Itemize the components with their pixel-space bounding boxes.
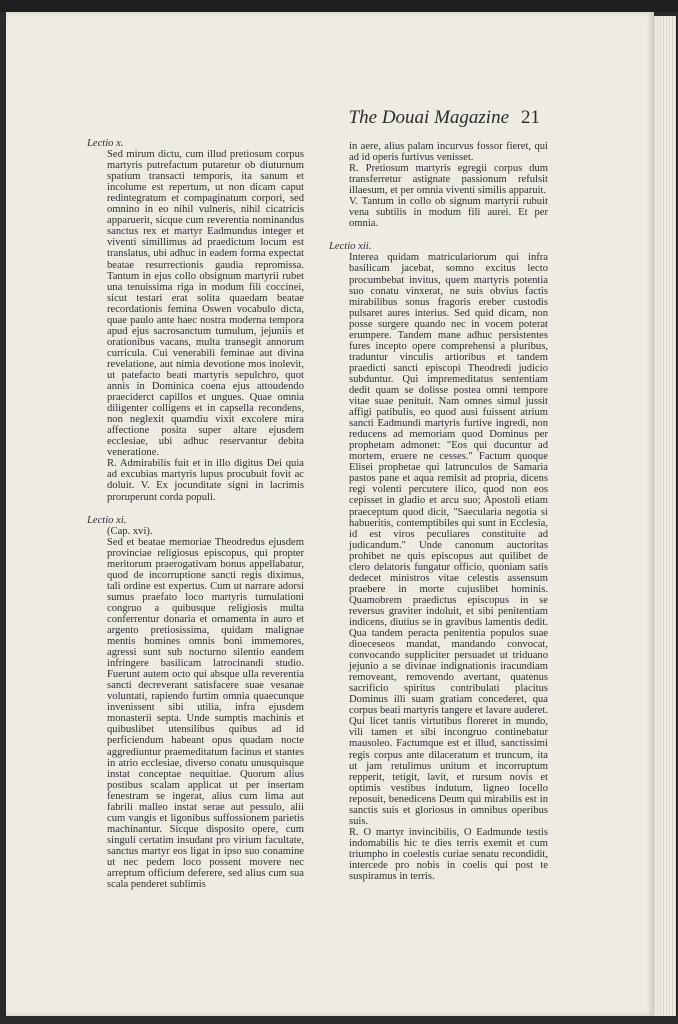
page-stack-edge xyxy=(654,16,676,1016)
lectio-x-heading: Lectio x. xyxy=(87,138,124,149)
lectio-xi-cap: (Cap. xvi). xyxy=(107,525,153,537)
right-column xyxy=(329,141,548,882)
response-2: R. O martyr invincibilis, O Eadmunde testis indomabilis hic te dies terris exemit et cum triumpho in coelestis curiae senatu recondidit, intercede pro nobis in coelis qui post te suspiramus in terris. xyxy=(349,826,548,883)
right-continuation-body xyxy=(349,141,548,229)
lectio-xii-body xyxy=(349,252,548,882)
lectio-xi-body xyxy=(107,526,304,891)
left-column xyxy=(87,138,304,890)
lectio-xii-heading: Lectio xii. xyxy=(329,241,372,253)
running-header xyxy=(349,107,540,129)
response-1: R. Pretiosum martyris egregii corpus dum transferretur astignate passionum refulsit illaesum, et per omnia viventi similis apparuit. xyxy=(349,163,548,197)
lectio-xi-heading: Lectio xi. xyxy=(87,514,127,526)
lectio-x-response: R. Admirabilis fuit et in illo digitus Dei quia ad excubias martyris lupus procubuit fovit ac doluit. V. Ex jocunditate signi in lacrimis proruperunt corda populi. xyxy=(107,458,304,503)
magazine-title: The Douai Magazine xyxy=(348,107,509,128)
lectio-x-text: Sed mirum dictu, cum illud pretiosum corpus martyris putrefactum putaretur ob diuturnum spatium transacti temporis, ita sanum et incolume est repertum, ut non dicam caput redintegratum et compaginatum corpori, sed omnino in eo nihil vulneris, nihil cicatricis apparuerit, sicque cum reverentia nominandus sanctus rex et martyr Eadmundus integer et viventi simillimus ad praedictum locum est translatus, ubi adhuc in eadem forma expectat beatae resurrectionis gaudia repromissa. Tantum in ejus collo obsignum martyrii rubet una tenuissima riga in modum fili coccinei, sicut testari erat solita quaedam beatae recordationis femina Oswen vocabulo dicta, quae paulo ante haec nostra moderna tempora apud ejus sacrosanctum tumulum, jejuniis et orationibus vacans, multa transegit annorum curricula. Cui venerabili feminae aut divina revelatione, aut nimia devotione mos inolevit, ut patefacto beati martyris sepulchro, quot annis in Dominica coena ejus attoudendo praeciderct capillos et ungues. Quae omnia diligenter colligens et in capsella recondens, non neglexit quamdiu vixit excolere mira affectione posita super altare ejusdem ecclesiae, ubi adhuc reservantur debita veneratione. xyxy=(107,149,304,459)
lectio-x-body xyxy=(107,149,304,503)
scan-top-border xyxy=(0,0,678,12)
page-number: 21 xyxy=(521,107,540,128)
lectio-xi-text: Sed et beatae memoriae Theodredus ejusdem provinciae religiosus episcopus, qui propter meritorum praerogativam bonus appellabatur, quod de incorruptione sancti regis diximus, tali ordine est expertus. Cum ut narrare adorsi sumus praefato loco martyris tumulationi congruo a quibusque religiosis multa conferrentur donaria et ornamenta in auro et argento pretiosissima, quidam malignae mentis homines omnis boni immemores, agressi sunt sub nocturno silentio eandem infringere basilicam latrocinandi studio. Fuerunt autem octo qui absque ulla reverentia sancti decreverant satisfacere suae vesanae voluntati, rapiendo furtim omnia quaecunque invenissent sibi utilia, infra ejusdem monasterii septa. Unde sumptis machinis et quibuslibet utensilibus quibus ad id perficiendum habeant opus quadam nocte aggrediuntur praemeditatum facinus et stantes in atrio ecclesiae, diverso conatu unusquisque instat conceptae nequitiae. Quorum alius postibus scalam applicat ut per insertam fenestram se ingerat, alius cum lima aut fabrili malleo instat serae aut pessulo, alii cum vangis et ligonibus suffossionem parietis machinantur. Sicque disposito opere, cum singuli certatim insudant pro virium facultate, sanctus martyr eos ligat in ipso suo conamine ut nec pedem loco possent movere nec arreptum officium deferere, sed alius cum sua scala penderet sublimis xyxy=(107,536,304,891)
versicle-1: V. Tantum in collo ob signum martyrii rubuit vena subtilis in modum fili aurei. Et per omnia. xyxy=(349,196,548,230)
lectio-xii-text: Interea quidam matriculariorum qui infra basilicam jacebat, somno excitus lecto procumbebat invitus, quem martyris potentia suo conatu vinxerat, ne suis obvius factis mirabilibus sonus fragoris ereber custodis pulsaret aures interius. Sed quid dicam, non posse surgere quando nec in vocem poterat erumpere. Tandem mane adhuc persistentes fures incepto opere comprehensi a pluribus, traduntur vinculis artioribus et tandem praedicti sancti episcopi Theodredi judicio subduntur. Qui impremeditatus sententiam dedit quam se dolisse postea omni tempore vitae suae penituit. Nam omnes simul jussit affigi patibulis, eo quod ausi fuissent atrium sancti Eadmundi martyris furtive ingredi, non reducens ad memoriam quod Dominus per prophetam admonet: "Eos qui ducuntur ad mortem, eruere ne cesses." Factum quoque Elisei prophetae qui latrunculos de Samaria pastos pane et aqua remisit ad propria, dicens regi volenti percutere ilico, quod non eos cepisset in gladio et arcu suo; Apostoli etiam praeceptum quod dicit, "Saecularia negotia si habueritis, contemptibiles qui sunt in Ecclesia, id est viros peculiares constituite ad judicandum." Unde canonum auctoritas prohibet ne quis episcopus aut quilibet de clero delatoris fungatur officio, quoniam satis dedecet ministros vitae celestis assensum praebere in morte cujuslibet hominis. Quamobrem praedictus episcopus in se reversus graviter indoluit, et sibi penitentiam indicens, diutius se in gravibus lamentis dedit. Qua tandem peracta penitentia populos suae dioeceseos mandat, mandando convocat, convocando suppliciter persuadet ut triduano jejunio a se divinae indignationis iracundiam removeant, removendo avertant, quatenus sacrificio spiritus contribulati placitus Dominus illi suam gratiam concederet, qua corpus beati martyris tangere et lavare auderet. Qui licet tantis virtutibus floreret in mundo, vili tamen et sibi incongruo continebatur mausoleo. Factumque est et illud, sanctissimi regis corpus ante dilaceratum et truncum, ita ut jam retulimus unitum et incorruptum repperit, tetigit, lavit, et rursum novis et optimis vestibus indutum, ligneo locello reposuit, benedicens Deum qui mirabilis est in sanctis suis et gloriosus in omnibus operibus suis. xyxy=(349,252,548,827)
right-continuation-text: in aere, alius palam incurvus fossor fieret, qui ad id operis furtivus venisset. xyxy=(349,141,548,164)
